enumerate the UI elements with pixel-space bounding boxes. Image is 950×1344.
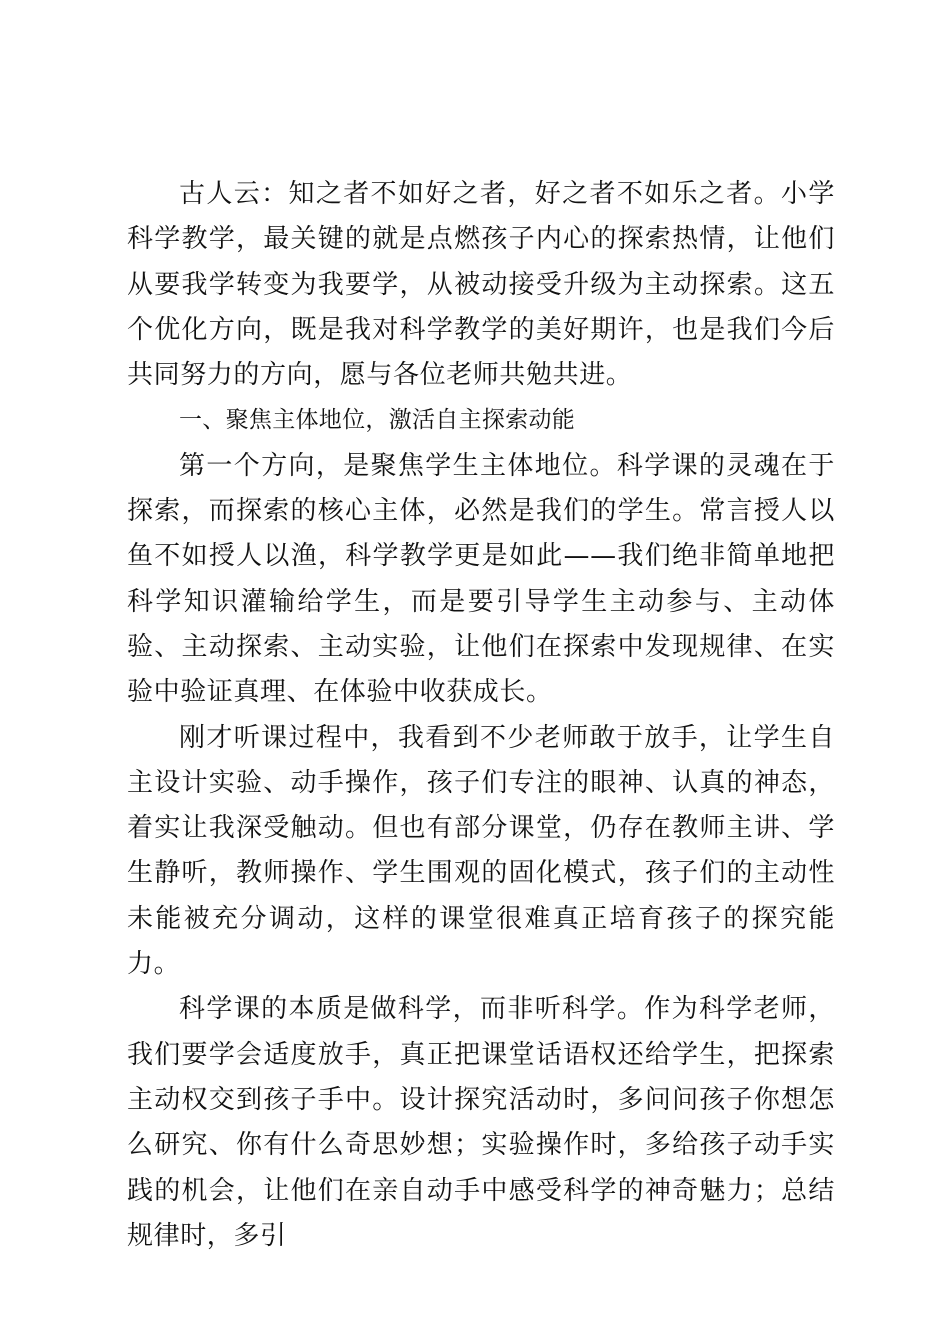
body-paragraph-3: 科学课的本质是做科学，而非听科学。作为科学老师，我们要学会适度放手，真正把课堂话语权还给学生，把探索主动权交到孩子手中。设计探究活动时，多问问孩子你想怎么研究、你有什么奇思妙想；实验操作时，多给孩子动手实践的机会，让他们在亲自动手中感受科学的神奇魅力；总结规律时，多引 [127,994,835,1251]
intro-paragraph: 古人云：知之者不如好之者，好之者不如乐之者。小学科学教学，最关键的就是点燃孩子内心的探索热情，让他们从要我学转变为我要学，从被动接受升级为主动探索。这五个优化方向，既是我对科学教学的美好期许，也是我们今后共同努力的方向，愿与各位老师共勉共进。 [127,179,835,391]
body-paragraph-1: 第一个方向，是聚焦学生主体地位。科学课的灵魂在于探索，而探索的核心主体，必然是我们的学生。常言授人以鱼不如授人以渔，科学教学更是如此——我们绝非简单地把科学知识灌输给学生，而是要引导学生主动参与、主动体验、主动探索、主动实验，让他们在探索中发现规律、在实验中验证真理、在体验中收获成长。 [127,450,835,708]
section-heading: 一、聚焦主体地位，激活自主探索动能 [179,407,576,434]
body-paragraph-2: 刚才听课过程中，我看到不少老师敢于放手，让学生自主设计实验、动手操作，孩子们专注的眼神、认真的神态，着实让我深受触动。但也有部分课堂，仍存在教师主讲、学生静听，教师操作、学生围观的固化模式，孩子们的主动性未能被充分调动，这样的课堂很难真正培育孩子的探究能力。 [127,722,835,980]
document-body [127,172,835,1259]
